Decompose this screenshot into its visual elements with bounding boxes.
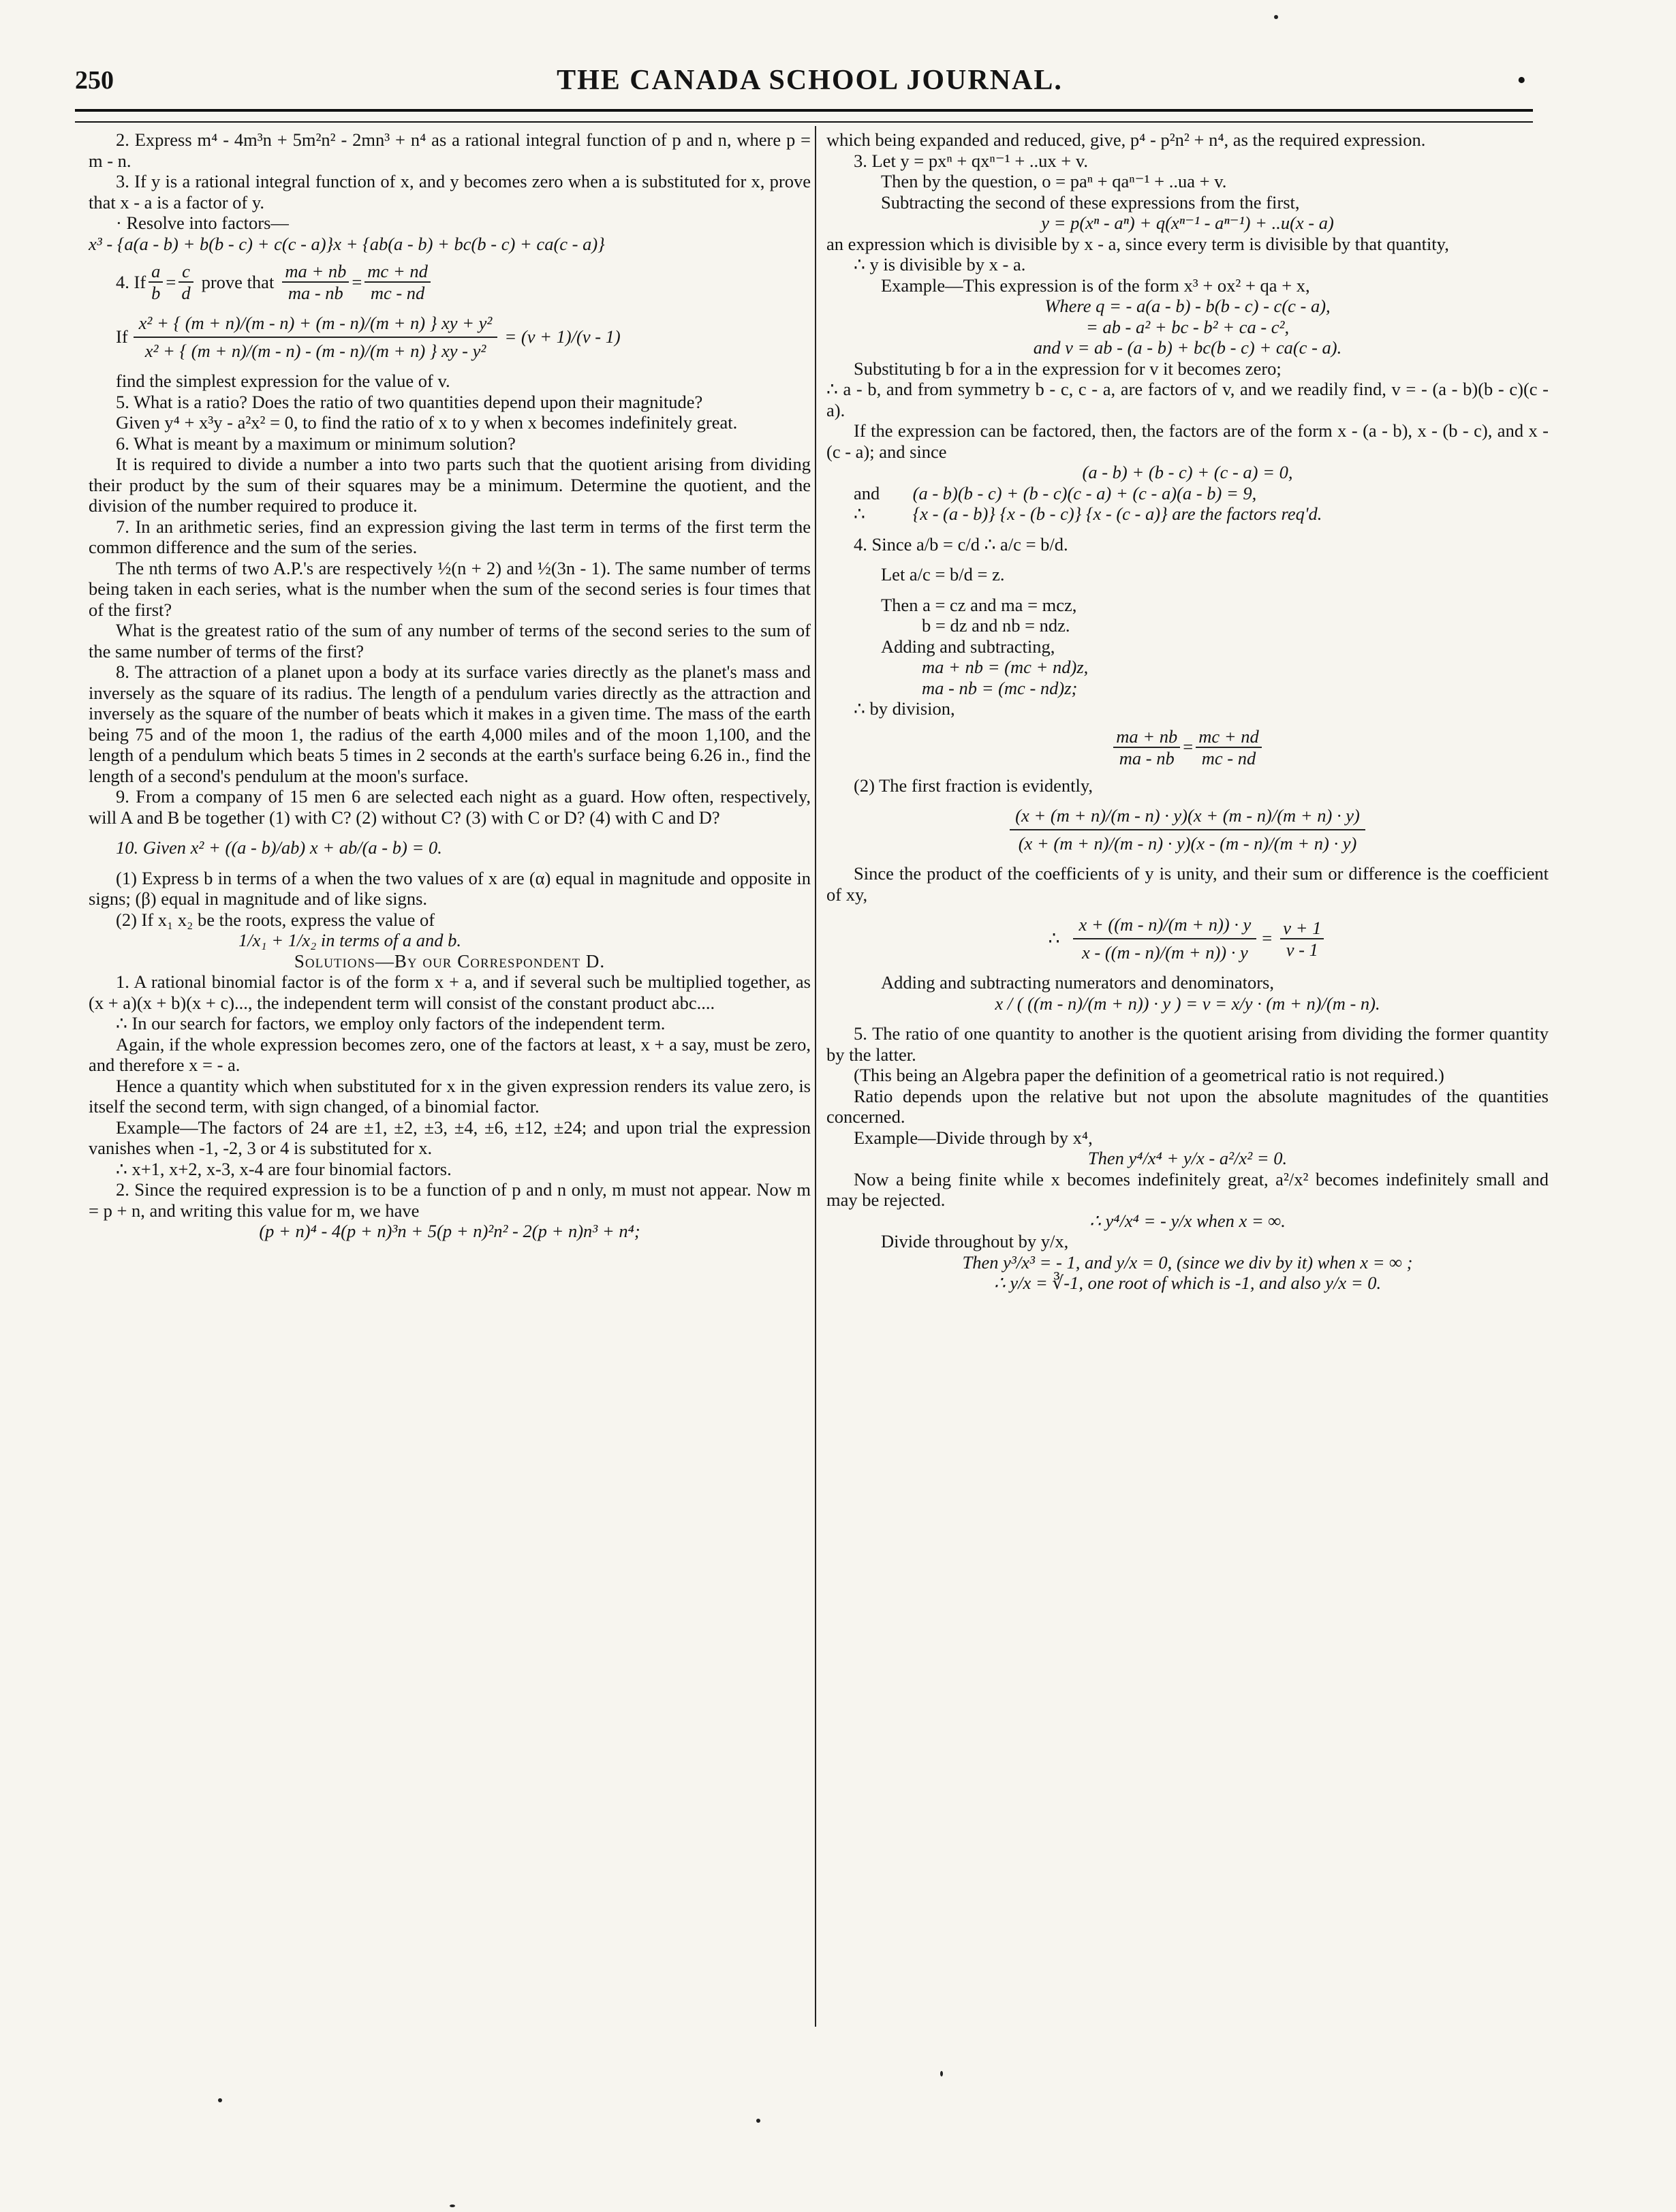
question-8: 8. The attraction of a planet upon a body at its surface varies directly as the planet's mass and inversely as the square of its radius. The length of a pendulum varies directly as the attraction and inversely as the square of the number of beats which it makes in a given time. The mass of the earth being 75 and of the moon 1, the radius of the earth 4,000 miles and of the moon 1,100, and the length of a pendulum which beats 5 times in 2 seconds at the earth's surface being 6.26 in., find the length of a second's pendulum at the moon's surface.: [89, 661, 811, 786]
row-lead: and: [854, 482, 880, 503]
fraction-ma-nb-result: [1113, 726, 1180, 768]
solution-3-q-expanded: = ab - a² + bc - b² + ca - c²,: [1085, 316, 1290, 337]
solution-3-conclusion-row: [826, 503, 1549, 525]
solution-5-relative: Ratio depends upon the relative but not upon the absolute magnitudes of the quantities concerned.: [826, 1085, 1549, 1127]
solution-5-root: ∴ y/x = ∛-1, one root of which is -1, and also y/x = 0.: [993, 1273, 1382, 1293]
question-4-rhs: = (v + 1)/(v - 1): [504, 326, 621, 347]
fraction-v-ratio: [1280, 918, 1324, 960]
question-10: 10. Given x² + ((a - b)/ab) x + ab/(a - b) = 0.: [116, 837, 442, 858]
solution-3-sum: (a - b) + (b - c) + (c - a) = 0,: [1082, 462, 1293, 482]
solution-4-let: Let a/c = b/d = z.: [881, 564, 1005, 585]
solution-4-then-a: Then a = cz and ma = mcz,: [881, 594, 1077, 615]
solution-4-part-2: (2) The first fraction is evidently,: [854, 775, 1093, 796]
fraction-denominator: mc - nd: [370, 283, 425, 303]
compound-denominator: x² + { (m + n)/(m - n) - (m - n)/(m + n) } xy - y²: [144, 340, 486, 361]
solution-5-infinity: ∴ y⁴/x⁴ = - y/x when x = ∞.: [1089, 1210, 1286, 1231]
fraction-denominator: v - 1: [1286, 939, 1318, 960]
question-10-part-2-expression: 1/x₁ + 1/x₂ in terms of a and b.: [238, 930, 462, 950]
solution-2-result: which being expanded and reduced, give, p⁴ - p²n² + n⁴, as the required expression.: [826, 129, 1426, 150]
scan-speck: [756, 2119, 760, 2123]
first-fraction-numerator: (x + (m + n)/(m - n) · y)(x + (m - n)/(m + n) · y): [1010, 803, 1365, 830]
first-fraction-denominator: (x + (m + n)/(m - n) · y)(x - (m - n)/(m + n) · y): [1018, 832, 1357, 854]
solution-1-example: Example—The factors of 24 are ±1, ±2, ±3, ±4, ±6, ±12, ±24; and upon trial the expression vanishes when -1, -2, 3 or 4 is substituted for x.: [89, 1117, 811, 1158]
fraction-numerator: c: [179, 261, 193, 283]
fraction-denominator: ma - nb: [288, 283, 343, 303]
column-divider: [815, 126, 816, 2027]
solution-4-adding: Adding and subtracting,: [881, 636, 1055, 657]
scan-speck: [1274, 15, 1278, 19]
fraction-numerator: mc + nd: [364, 261, 431, 283]
question-3: 3. If y is a rational integral function of x, and y becomes zero when a is substituted for x, prove that x - a is a factor of y.: [89, 171, 811, 213]
solution-3-difference: y = p(xⁿ - aⁿ) + q(xⁿ⁻¹ - aⁿ⁻¹) + ..u(x - a): [1041, 213, 1334, 233]
left-column: [89, 129, 811, 1242]
solution-3-v: and v = ab - (a - b) + bc(b - c) + ca(c - a).: [1033, 337, 1342, 358]
question-4-equation: [89, 310, 811, 364]
fraction-denominator: mc - nd: [1201, 747, 1256, 768]
therefore-numerator: x + ((m - n)/(m + n)) · y: [1073, 912, 1256, 939]
fraction-denominator: d: [181, 283, 191, 303]
solution-1-hence: Hence a quantity which when substituted for x in the given expression renders its value zero, is itself the second term, with sign changed, of a binomial factor.: [89, 1075, 811, 1117]
therefore-fraction: [1073, 912, 1256, 965]
solution-3: 3. Let y = pxⁿ + qxⁿ⁻¹ + ..ux + v.: [854, 150, 1088, 171]
solution-4-sum: ma + nb = (mc + nd)z,: [922, 657, 1089, 677]
solution-5-then: Then y⁴/x⁴ + y/x - a²/x² = 0.: [1087, 1148, 1288, 1168]
fraction-mc-nd: [364, 261, 431, 303]
fraction-denominator: ma - nb: [1119, 747, 1175, 768]
solution-3-divisible: an expression which is divisible by x - a, since every term is divisible by that quantity,: [826, 233, 1449, 254]
solution-3-example: Example—This expression is of the form x³ + ox² + qa + x,: [881, 275, 1310, 296]
question-4-compound-fraction: [134, 310, 498, 364]
solution-1-factors: ∴ x+1, x+2, x-3, x-4 are four binomial factors.: [116, 1158, 452, 1179]
scan-speck: [940, 2071, 943, 2076]
question-4-prove: prove that: [201, 271, 275, 292]
solution-2: 2. Since the required expression is to be a function of p and n only, m must not appear. Now m = p + n, and writing this value for m, we have: [89, 1179, 811, 1221]
solution-3-substituting: Substituting b for a in the expression for v it becomes zero;: [854, 358, 1282, 379]
solution-3-factors-of-v: ∴ a - b, and from symmetry b - c, c - a, are factors of v, and we readily find, v = - (a - b)(b - c)(c - a).: [826, 379, 1549, 420]
question-4-statement: 4. If $\frac{a}{b}$ = $\frac{c}{d}$ prove that $\frac{ma + nb}{ma - nb}$ = $\frac{mc + nd}{mc - nd}$: [89, 261, 811, 303]
solution-3-products-row: [826, 483, 1549, 504]
fraction-c-d: [179, 261, 193, 303]
solution-3-conclusion: {x - (a - b)} {x - (b - c)} {x - (c - a)} are the factors req'd.: [912, 503, 1322, 524]
question-10-part-1: (1) Express b in terms of a when the two values of x are (α) equal in magnitude and opposite in signs; (β) equal in magnitude and of like signs.: [89, 867, 811, 909]
solution-5-finite: Now a being finite while x becomes indefinitely great, a²/x² becomes indefinitely small and may be rejected.: [826, 1168, 1549, 1210]
solution-3-subtract: Subtracting the second of these expressions from the first,: [881, 191, 1300, 213]
solution-2-expression: (p + n)⁴ - 4(p + n)³n + 5(p + n)²n² - 2(p + n)n³ + n⁴;: [259, 1221, 640, 1241]
solutions-heading: Solutions—By our Correspondent D.: [294, 950, 606, 971]
solution-5-divide: Divide throughout by y/x,: [881, 1231, 1069, 1251]
fraction-numerator: ma + nb: [282, 261, 349, 283]
therefore-denominator: x - ((m - n)/(m + n)) · y: [1081, 941, 1248, 963]
fraction-numerator: mc + nd: [1196, 726, 1262, 748]
question-2: 2. Express m⁴ - 4m³n + 5m²n² - 2mn³ + n⁴ as a rational integral function of p and n, where p = m - n.: [89, 129, 811, 171]
fraction-a-b: [149, 261, 163, 303]
question-4-if: If: [116, 326, 128, 347]
question-5-given: Given y⁴ + x³y - a²x² = 0, to find the ratio of x to y when x becomes indefinitely great.: [116, 412, 738, 433]
fraction-numerator: a: [149, 261, 163, 283]
compound-numerator: x² + { (m + n)/(m - n) + (m - n)/(m + n) } xy + y²: [134, 310, 498, 338]
fraction-mc-nd-result: [1196, 726, 1262, 768]
solution-5: 5. The ratio of one quantity to another is the quotient arising from dividing the former quantity by the latter.: [826, 1023, 1549, 1065]
solution-4-since-product: Since the product of the coefficients of y is unity, and their sum or difference is the coefficient of xy,: [826, 863, 1549, 905]
solution-3-question: Then by the question, o = paⁿ + qaⁿ⁻¹ + ..ua + v.: [881, 171, 1227, 191]
page-header: [75, 60, 1526, 101]
question-6-body: It is required to divide a number a into two parts such that the quotient arising from dividing their product by the sum of their squares may be a minimum. Determine the quotient, and the division of the number required to produce it.: [89, 454, 811, 516]
fraction-numerator: ma + nb: [1113, 726, 1180, 748]
solution-4: 4. Since a/b = c/d ∴ a/c = b/d.: [854, 533, 1068, 555]
page-number: 250: [75, 66, 114, 95]
question-5: 5. What is a ratio? Does the ratio of two quantities depend upon their magnitude?: [116, 391, 703, 412]
row-lead: ∴: [854, 503, 865, 524]
solution-1-again: Again, if the whole expression becomes zero, one of the factors at least, x + a say, must be zero, and therefore x = - a.: [89, 1033, 811, 1075]
solution-4-adding-numerators: Adding and subtracting numerators and denominators,: [881, 972, 1274, 993]
scan-speck: [218, 2098, 222, 2102]
solution-3-if-factored: If the expression can be factored, then, the factors are of the form x - (a - b), x - (b - c), and x - (c - a); and since: [826, 420, 1549, 462]
solution-4-division-result: $\frac{ma + nb}{ma - nb}$ = $\frac{mc + nd}{mc - nd}$: [826, 726, 1549, 768]
question-3-resolve: · Resolve into factors—: [116, 213, 289, 233]
right-column: [826, 129, 1549, 1294]
solution-3-therefore: ∴ y is divisible by x - a.: [854, 254, 1026, 275]
solution-1-search: ∴ In our search for factors, we employ only factors of the independent term.: [116, 1013, 666, 1033]
scan-speck: [450, 2205, 455, 2207]
solution-3-where-q: Where q = - a(a - b) - b(b - c) - c(c - a),: [1044, 296, 1331, 316]
solution-4-therefore-equation: ∴ $\frac{x + ((m - n)/(m + n)) \cdot y}{x - ((m - n)/(m + n)) \cdot y}$ = $\frac{v + 1}{v - 1}$: [826, 912, 1549, 965]
header-mark: •: [1517, 66, 1526, 95]
fraction-numerator: v + 1: [1280, 918, 1324, 939]
question-7: 7. In an arithmetic series, find an expression giving the last term in terms of the first term the common difference and the sum of the series.: [89, 516, 811, 557]
question-7-greatest: What is the greatest ratio of the sum of any number of terms of the second series to the sum of the same number of terms of the first?: [89, 620, 811, 661]
fraction-denominator: b: [151, 283, 161, 303]
question-3-expression: x³ - {a(a - b) + b(b - c) + c(c - a)}x + {ab(a - b) + bc(b - c) + ca(c - a)}: [89, 233, 605, 254]
solution-5-note: (This being an Algebra paper the definition of a geometrical ratio is not required.): [854, 1065, 1444, 1085]
question-4-lead: 4. If: [116, 271, 146, 292]
question-4-find: find the simplest expression for the value of v.: [116, 371, 450, 391]
solution-5-example: Example—Divide through by x⁴,: [854, 1127, 1093, 1148]
journal-title: THE CANADA SCHOOL JOURNAL.: [557, 65, 1063, 96]
question-7-body: The nth terms of two A.P.'s are respectively ½(n + 2) and ½(3n - 1). The same number of terms being taken in each series, what is the number when the sum of the second series is four times that of the first?: [89, 557, 811, 620]
question-10-part-2: (2) If x₁ x₂ be the roots, express the value of: [116, 909, 435, 930]
solution-3-products: (a - b)(b - c) + (b - c)(c - a) + (c - a)(a - b) = 9,: [912, 482, 1257, 503]
solution-4-v-result: x / ( ((m - n)/(m + n)) · y ) = v = x/y · (m + n)/(m - n).: [995, 993, 1380, 1014]
fraction-ma-nb: [282, 261, 349, 303]
solution-4-then-b: b = dz and nb = ndz.: [922, 615, 1070, 636]
question-9: 9. From a company of 15 men 6 are selected each night as a guard. How often, respectively, will A and B be together (1) with C? (2) without C? (3) with C or D? (4) with C and D?: [89, 786, 811, 828]
solution-4-difference: ma - nb = (mc - nd)z;: [922, 677, 1078, 698]
header-rule: [75, 109, 1533, 123]
solution-5-then-cube: Then y³/x³ = - 1, and y/x = 0, (since we div by it) when x = ∞ ;: [962, 1251, 1413, 1273]
first-fraction-stack: [1010, 803, 1365, 856]
solution-1: 1. A rational binomial factor is of the form x + a, and if several such be multiplied together, as (x + a)(x + b)(x + c)..., the independent term will consist of the constant product abc....: [89, 971, 811, 1013]
question-6: 6. What is meant by a maximum or minimum solution?: [116, 433, 516, 454]
solution-4-first-fraction: [826, 803, 1549, 856]
solution-4-by-division: ∴ by division,: [854, 698, 955, 719]
